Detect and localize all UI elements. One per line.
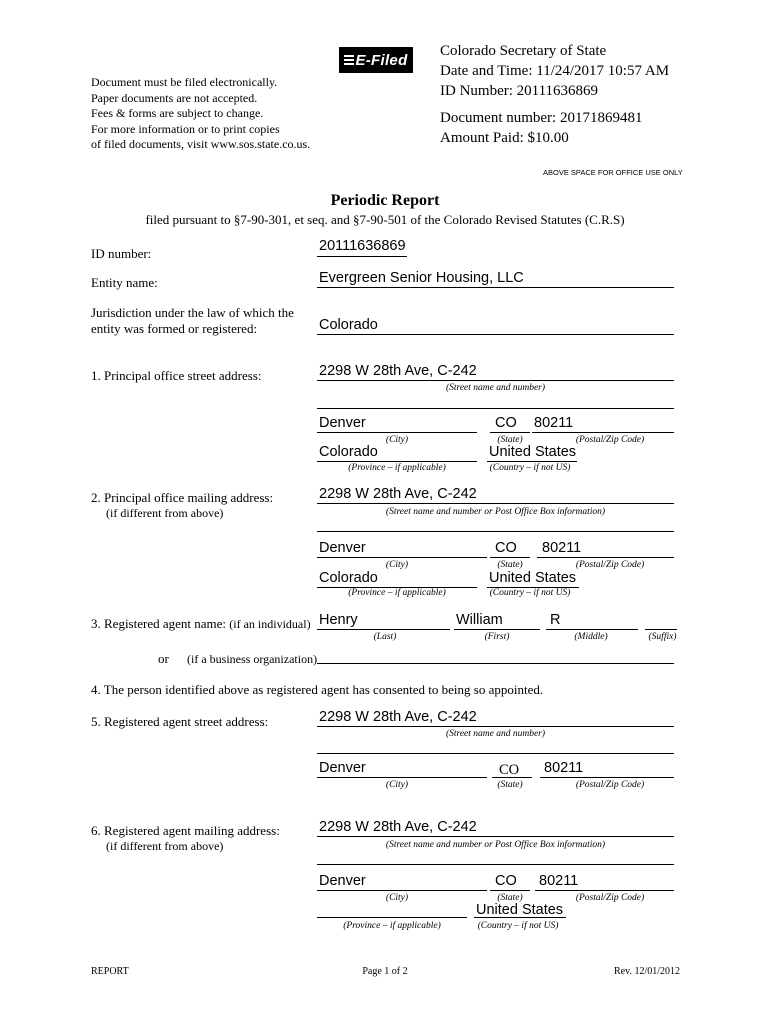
or-label: or (158, 651, 169, 666)
principal-mailing-street-field[interactable]: 2298 W 28th Ave, C-242 (319, 486, 477, 502)
agent-name-label-text: 3. Registered agent name: (91, 616, 227, 631)
agent-mailing-street-underline (317, 836, 674, 837)
principal-state-field[interactable]: CO (495, 415, 517, 431)
id-number-label: ID number: (91, 246, 152, 261)
e-filed-logo (339, 47, 413, 73)
principal-street-line-2 (317, 408, 674, 409)
id-number-field[interactable]: 20111636869 (319, 238, 406, 254)
zip-caption: (Postal/Zip Code) (575, 893, 645, 903)
notice-line: Fees & forms are subject to change. (91, 106, 264, 120)
agent-zip-underline (540, 777, 674, 778)
jurisdiction-label-line: entity was formed or registered: (91, 321, 258, 336)
last-caption: (Last) (373, 632, 397, 642)
principal-mailing-street-underline (317, 503, 674, 504)
principal-mailing-zip-field[interactable]: 80211 (542, 540, 582, 556)
agent-mailing-state-underline (490, 890, 530, 891)
street-po-caption: (Street name and number or Post Office Box information) (385, 840, 606, 850)
province-caption: (Province – if applicable) (348, 463, 446, 473)
first-caption: (First) (484, 632, 510, 642)
zip-caption: (Postal/Zip Code) (575, 435, 645, 445)
principal-zip-underline (532, 432, 674, 433)
principal-mailing-country-field[interactable]: United States (489, 570, 577, 586)
office-name: Colorado Secretary of State (440, 43, 607, 59)
principal-province-field[interactable]: Colorado (319, 444, 378, 460)
principal-zip-field[interactable]: 80211 (534, 415, 574, 431)
city-caption: (City) (385, 435, 409, 445)
country-caption: (Country – if not US) (489, 463, 571, 473)
zip-caption: (Postal/Zip Code) (575, 560, 645, 570)
suffix-caption: (Suffix) (648, 632, 677, 642)
street-caption: (Street name and number) (445, 729, 546, 739)
agent-city-field[interactable]: Denver (319, 760, 366, 776)
jurisdiction-label (91, 305, 294, 337)
state-caption: (State) (497, 560, 523, 570)
notice-line: Paper documents are not accepted. (91, 90, 258, 105)
country-caption: (Country – if not US) (489, 588, 571, 598)
agent-business-name-field[interactable] (317, 663, 674, 664)
agent-first-name-field[interactable]: William (456, 612, 503, 628)
street-po-caption: (Street name and number or Post Office Box information) (385, 507, 606, 517)
province-caption: (Province – if applicable) (348, 588, 446, 598)
office-use-note: ABOVE SPACE FOR OFFICE USE ONLY (543, 168, 683, 177)
zip-caption: (Postal/Zip Code) (575, 780, 645, 790)
agent-last-underline (317, 629, 450, 630)
entity-name-field[interactable]: Evergreen Senior Housing, LLC (319, 270, 524, 286)
agent-mailing-country-underline (474, 917, 566, 918)
if-different-note: (if different from above) (106, 839, 224, 853)
footer-page-number: Page 1 of 2 (362, 966, 408, 977)
agent-mailing-street-line-2 (317, 864, 674, 865)
agent-state-underline (492, 777, 532, 778)
street-caption: (Street name and number) (445, 383, 546, 393)
logo-bars-icon (344, 53, 354, 67)
entity-name-underline (317, 287, 674, 288)
city-caption: (City) (385, 560, 409, 570)
agent-mailing-zip-field[interactable]: 80211 (539, 873, 579, 889)
page-subtitle: filed pursuant to §7-90-301, et seq. and §7-90-501 of the Colorado Revised Statutes (C.R.S) (145, 212, 625, 227)
agent-mailing-country-field[interactable]: United States (476, 902, 564, 918)
city-caption: (City) (385, 780, 409, 790)
principal-mailing-city-field[interactable]: Denver (319, 540, 366, 556)
agent-mailing-city-underline (317, 890, 487, 891)
agent-last-name-field[interactable]: Henry (319, 612, 358, 628)
state-caption: (State) (497, 893, 523, 903)
footer-form-name: REPORT (91, 966, 129, 977)
agent-mailing-label: 6. Registered agent mailing address: (91, 823, 280, 838)
jurisdiction-underline (317, 334, 674, 335)
principal-city-field[interactable]: Denver (319, 415, 366, 431)
agent-mailing-province-field[interactable] (317, 917, 467, 918)
city-caption: (City) (385, 893, 409, 903)
agent-street-underline (317, 726, 674, 727)
entity-name-label: Entity name: (91, 275, 158, 290)
principal-country-field[interactable]: United States (489, 444, 577, 460)
footer-revision: Rev. 12/01/2012 (613, 966, 680, 977)
principal-mailing-state-field[interactable]: CO (495, 540, 517, 556)
jurisdiction-field[interactable]: Colorado (319, 317, 378, 333)
principal-mailing-province-field[interactable]: Colorado (319, 570, 378, 586)
agent-street-label: 5. Registered agent street address: (91, 714, 269, 729)
principal-country-underline (487, 461, 577, 462)
principal-street-label: 1. Principal office street address: (91, 368, 262, 383)
agent-mailing-zip-underline (535, 890, 674, 891)
agent-first-underline (454, 629, 540, 630)
principal-street-underline (317, 380, 674, 381)
principal-street-field[interactable]: 2298 W 28th Ave, C-242 (319, 363, 477, 379)
agent-street-field[interactable]: 2298 W 28th Ave, C-242 (319, 709, 477, 725)
state-caption: (State) (497, 780, 523, 790)
agent-zip-field[interactable]: 80211 (544, 760, 584, 776)
agent-middle-name-field[interactable]: R (550, 612, 561, 628)
notice-line: Document must be filed electronically. (91, 75, 278, 89)
date-time: Date and Time: 11/24/2017 10:57 AM (440, 63, 670, 79)
principal-mailing-state-underline (490, 557, 530, 558)
principal-city-underline (317, 432, 477, 433)
agent-city-underline (317, 777, 487, 778)
agent-state-field[interactable]: CO (499, 762, 520, 778)
if-different-note: (if different from above) (106, 506, 224, 520)
principal-province-underline (317, 461, 477, 462)
jurisdiction-label-line: Jurisdiction under the law of which the (91, 305, 294, 320)
page-title: Periodic Report (330, 192, 440, 209)
logo-text: E-Filed (355, 51, 408, 69)
state-caption: (State) (497, 435, 523, 445)
agent-suffix-underline (645, 629, 677, 630)
principal-mailing-city-underline (317, 557, 487, 558)
principal-mailing-label: 2. Principal office mailing address: (91, 490, 274, 505)
notice-line: For more information or to print copies (91, 121, 280, 136)
stamp-id-number: ID Number: 20111636869 (440, 83, 599, 99)
principal-mailing-street-line-2 (317, 531, 674, 532)
agent-consent-statement: 4. The person identified above as registered agent has consented to being so appointed. (91, 682, 544, 697)
principal-state-underline (490, 432, 530, 433)
agent-mailing-street-field[interactable]: 2298 W 28th Ave, C-242 (319, 819, 477, 835)
middle-caption: (Middle) (574, 632, 608, 642)
agent-street-line-2 (317, 753, 674, 754)
id-number-underline (317, 256, 407, 257)
amount-paid: Amount Paid: $10.00 (440, 130, 569, 146)
agent-mailing-city-field[interactable]: Denver (319, 873, 366, 889)
agent-middle-underline (546, 629, 638, 630)
notice-line: of filed documents, visit www.sos.state.co.us. (91, 137, 311, 151)
agent-mailing-state-field[interactable]: CO (495, 873, 517, 889)
filing-notice (91, 75, 310, 153)
agent-name-label (91, 616, 311, 632)
principal-mailing-zip-underline (537, 557, 674, 558)
agent-name-note: (if an individual) (229, 617, 311, 631)
filing-stamp (440, 41, 669, 148)
country-caption: (Country – if not US) (477, 921, 559, 931)
province-caption: (Province – if applicable) (343, 921, 441, 931)
document-number: Document number: 20171869481 (440, 110, 643, 126)
business-org-note: (if a business organization) (187, 652, 318, 666)
